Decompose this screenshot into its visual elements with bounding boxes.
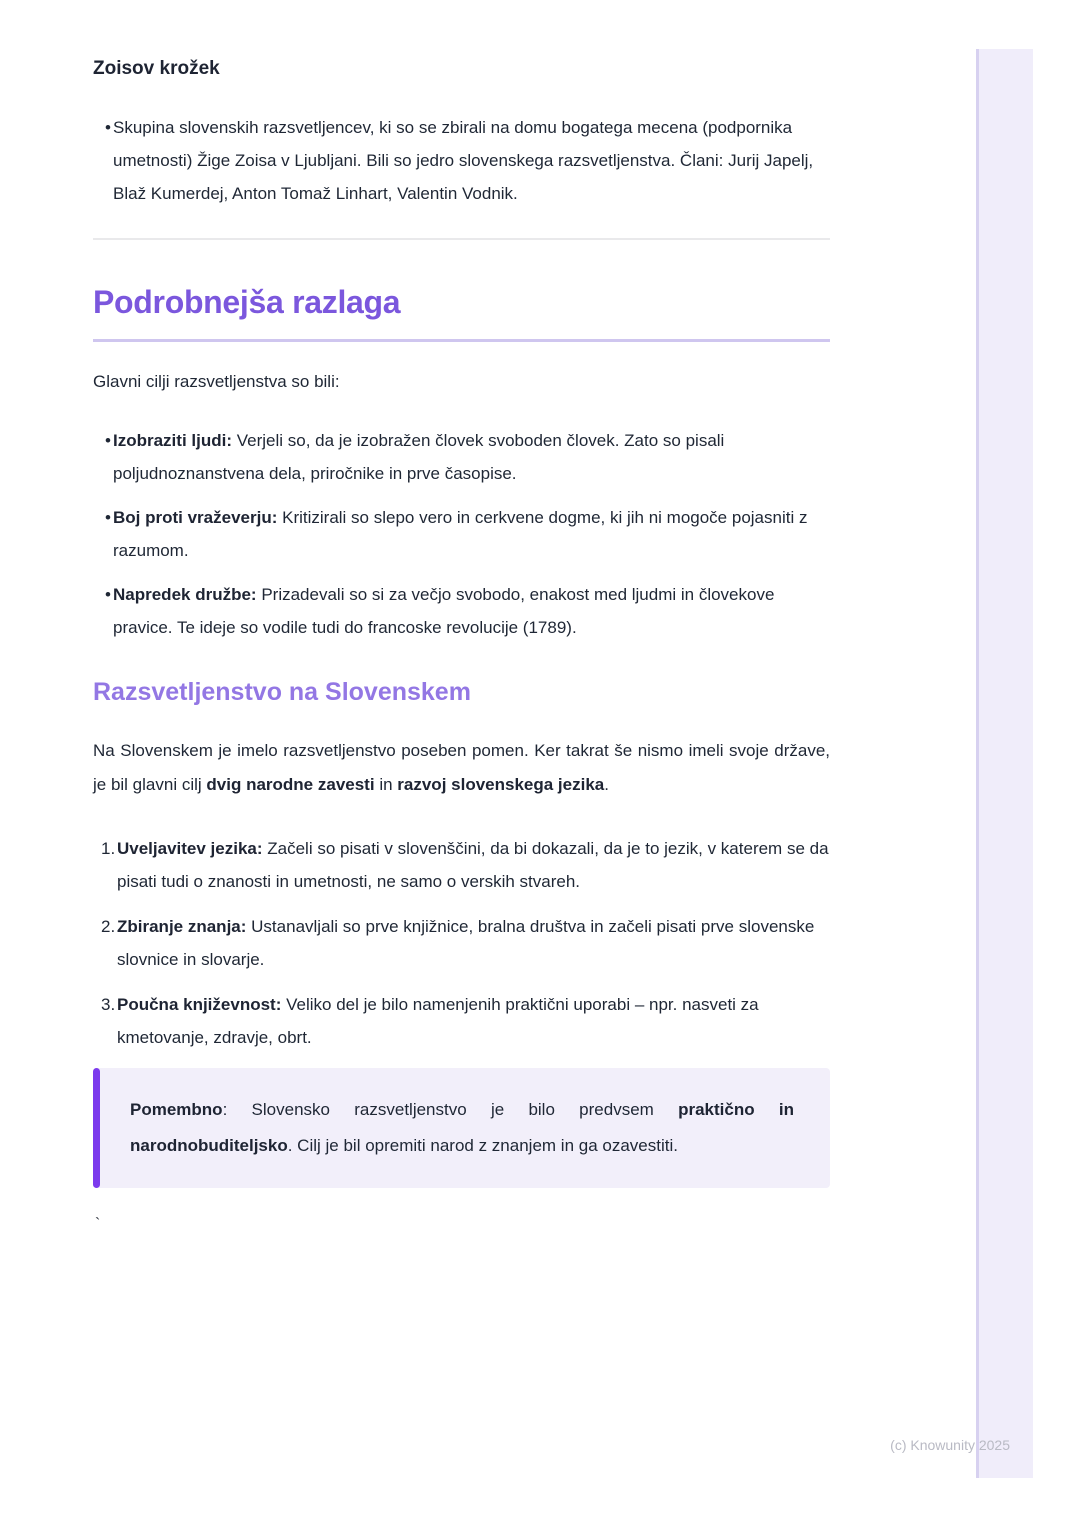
numbered-lead: Uveljavitev jezika: [117,839,263,858]
subheading-razsvetljenstvo-na-slovenskem: Razsvetljenstvo na Slovenskem [93,678,471,706]
numbered-body: Veliko del je bilo namenjenih praktični uporabi – npr. nasveti za kmetovanje, zdravje, obrt. [117,995,759,1047]
list-item [93,578,830,644]
zois-bullet-text: Skupina slovenskih razsvetljencev, ki so se zbirali na domu bogatega mecena (podpornika umetnosti) Žige Zoisa v Ljubljani. Bili so jedro slovenskega razsvetljenstva. Člani: Jurij Japelj, Blaž Kumerdej, Anton Tomaž Linhart, Valentin Vodnik. [113,118,814,203]
bullet-dot-icon: • [105,118,111,137]
goal-lead: Napredek družbe: [113,585,257,604]
page-heading-podrobnejsa-razlaga: Podrobnejša razlaga [93,280,830,342]
goal-body: Kritizirali so slepo vero in cerkvene dogme, ki jih ni mogoče pojasniti z razumom. [113,508,808,560]
numbered-body: Začeli so pisati v slovenščini, da bi dokazali, da je to jezik, v katerem se da pisati tudi o znanosti in umetnosti, ne samo o verskih stvareh. [117,839,829,891]
page-edge-strip [976,49,1033,1478]
list-item [93,424,830,490]
list-item [93,501,830,567]
numbered-body: Ustanavljali so prve knjižnice, bralna društva in začeli pisati prve slovenske slovnice in slovarje. [117,917,815,969]
numbered-item-text [117,988,830,1054]
goal-lead: Izobraziti ljudi: [113,431,232,450]
numbered-item [93,910,830,976]
document-content [93,0,830,1234]
numbered-list [93,832,830,1054]
important-callout [93,1068,830,1188]
callout-text [130,1092,794,1164]
list-number: 2. [101,917,116,936]
numbered-item [93,988,830,1054]
callout-body: . Cilj je bil opremiti narod z znanjem in ga ozavestiti. [287,1136,678,1155]
stray-backtick-character: ` [95,1216,101,1233]
goals-bullet-list [93,424,830,644]
section-divider [93,238,830,240]
callout-body: : Slovensko razsvetljenstvo je bilo predvsem [222,1100,654,1119]
goal-lead: Boj proti vraževerju: [113,508,278,527]
numbered-lead: Zbiranje znanja: [117,917,247,936]
list-item [93,111,830,210]
section-title-zoisov-krozek: Zoisov krožek [93,58,220,79]
bullet-dot-icon: • [105,585,111,604]
goal-item-text [113,578,830,644]
callout-bold: praktično in narodnobuditeljsko [130,1100,794,1155]
callout-lead: Pomembno [130,1100,223,1119]
list-number: 3. [101,995,116,1014]
list-number: 1. [101,839,116,858]
paragraph-text: . [604,775,609,794]
paragraph-text: Na Slovenskem je imelo razsvetljenstvo poseben pomen. Ker takrat še nismo imeli svoje države, je bil glavni cilj [93,741,830,794]
callout-accent-bar [93,1068,100,1188]
goal-body: Verjeli so, da je izobražen človek svoboden človek. Zato so pisali poljudnoznanstvena dela, priročnike in prve časopise. [113,431,725,483]
goals-intro-text: Glavni cilji razsvetljenstva so bili: [93,372,340,391]
bullet-dot-icon: • [105,431,111,450]
goal-item-text [113,501,830,567]
zois-bullet-list [93,111,830,210]
paragraph-bold: razvoj slovenskega jezika [397,775,605,794]
copyright-text: (c) Knowunity 2025 [890,1437,1010,1453]
numbered-item-text [117,910,830,976]
goal-body: Prizadevali so si za večjo svobodo, enakost med ljudmi in človekove pravice. Te ideje so vodile tudi do francoske revolucije (1789). [113,585,775,637]
numbered-lead: Poučna književnost: [117,995,282,1014]
paragraph-text: in [379,775,393,794]
paragraph-bold: dvig narodne zavesti [206,775,375,794]
numbered-item-text [117,832,830,898]
numbered-item [93,832,830,898]
goal-item-text [113,424,830,490]
slovene-paragraph [93,734,830,802]
bullet-dot-icon: • [105,508,111,527]
